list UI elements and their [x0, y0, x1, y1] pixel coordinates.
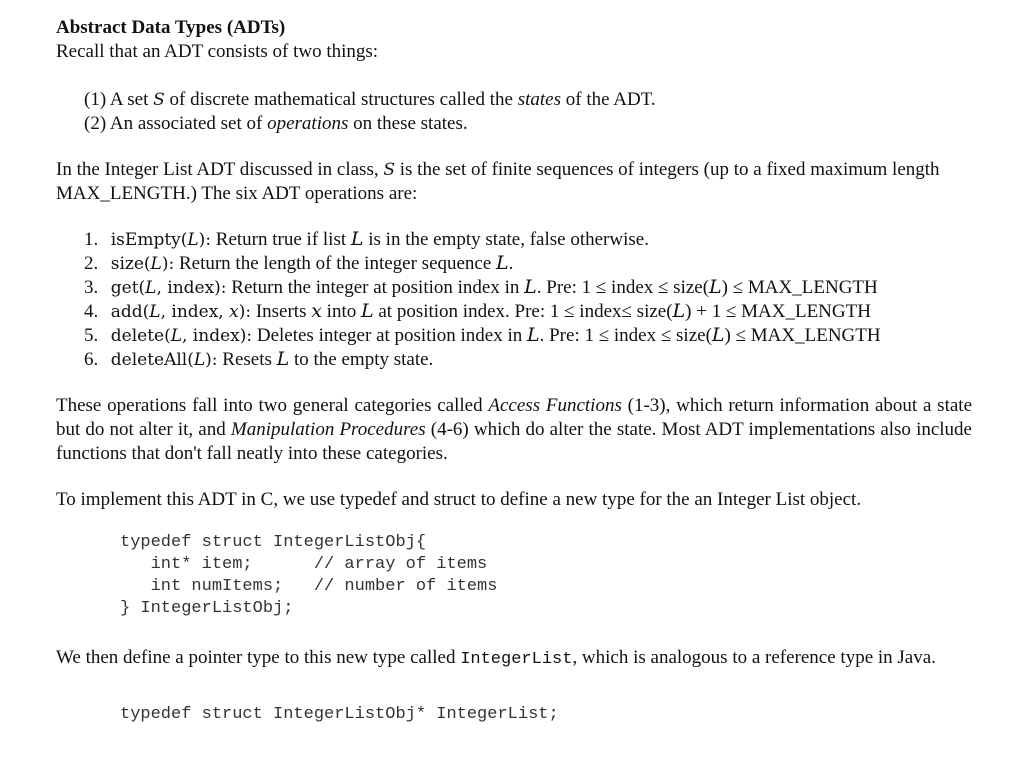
component-item-1: (1) A set 𝑆 of discrete mathematical structures called the states of the ADT.	[84, 89, 656, 110]
struct-code-block	[56, 532, 972, 620]
operation-item-5: 5. delete(𝐿, index): Deletes integer at position index in 𝐿. Pre: 1 ≤ index ≤ size(𝐿) ≤ MAX_LENGTH	[84, 325, 881, 346]
integer-list-description: In the Integer List ADT discussed in class, 𝑆 is the set of finite sequences of integers (up to a fixed maximum length MAX_LENGTH.) The six ADT operations are:	[56, 159, 940, 204]
pointer-type-paragraph: We then define a pointer type to this new type called IntegerList, which is analogous to a reference type in Java.	[56, 647, 936, 669]
intro-text: Recall that an ADT consists of two things:	[56, 41, 379, 62]
section-title: Abstract Data Types (ADTs)	[56, 17, 286, 38]
code-line: } IntegerListObj;	[120, 599, 294, 618]
operation-item-4: 4. add(𝐿, index, 𝑥): Inserts 𝑥 into 𝐿 at position index. Pre: 1 ≤ index≤ size(𝐿) + 1 ≤ MAX_LENGTH	[84, 301, 871, 322]
categories-paragraph: These operations fall into two general categories called Access Functions (1-3), which return information about a state but do not alter it, and Manipulation Procedures (4-6) which do alter the state. Most ADT implementations also include functions that don't fall neatly into these categories.	[56, 395, 972, 464]
code-line: int* item; // array of items	[120, 555, 488, 574]
typedef-code-block	[56, 704, 972, 726]
component-item-2: (2) An associated set of operations on these states.	[84, 113, 468, 134]
implementation-paragraph: To implement this ADT in C, we use typedef and struct to define a new type for the an Integer List object.	[56, 489, 862, 510]
adt-components-list	[56, 88, 972, 136]
document-page	[56, 16, 972, 726]
operation-item-1: 1. isEmpty(𝐿): Return true if list 𝐿 is in the empty state, false otherwise.	[84, 229, 649, 250]
operation-item-2: 2. size(𝐿): Return the length of the integer sequence 𝐿.	[84, 253, 514, 274]
operation-item-3: 3. get(𝐿, index): Return the integer at position index in 𝐿. Pre: 1 ≤ index ≤ size(𝐿) ≤ MAX_LENGTH	[84, 277, 878, 298]
operation-item-6: 6. deleteAll(𝐿): Resets 𝐿 to the empty state.	[84, 349, 434, 370]
code-line: typedef struct IntegerListObj{	[120, 533, 427, 552]
operations-list	[56, 228, 972, 372]
code-line: typedef struct IntegerListObj* IntegerList;	[120, 705, 559, 724]
inline-code: IntegerList	[460, 650, 573, 669]
code-line: int numItems; // number of items	[120, 577, 498, 596]
